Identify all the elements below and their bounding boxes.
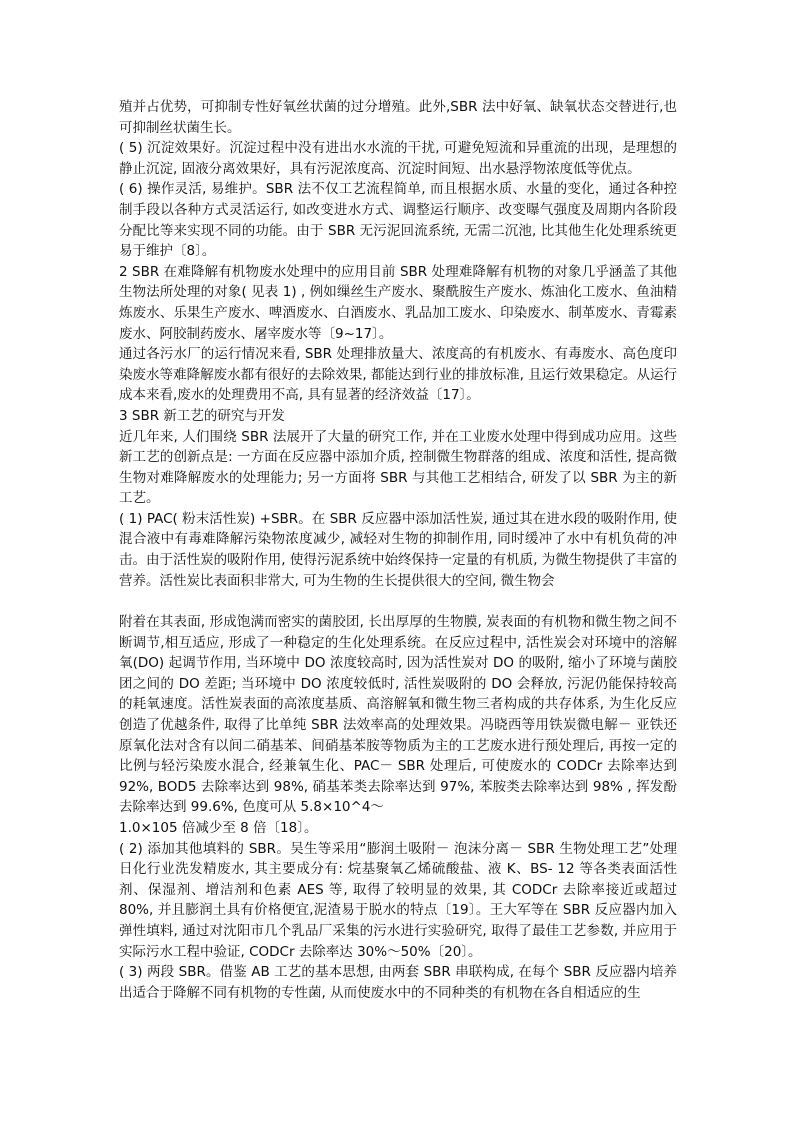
paragraph: ( 2) 添加其他填料的 SBR。吴生等采用“膨润土吸附－ 泡沫分离－ SBR 生物处理工艺”处理日化行业洗发精废水, 其主要成分有: 烷基聚氧乙烯硫酸盐、液 K、BS- 12 等各类表面活性剂、保湿剂、增洁剂和色素 AES 等, 取得了较明显的效果, 其 CODCr 去除率接近或超过 80%, 并且膨润土具有价格便宜,泥渣易于脱水的特点〔19〕。王大军等在 SBR 反应器内加入弹性填料, 通过对沈阳市几个乳品厂采集的污水进行实验研究, 取得了最佳工艺参数, 并应用于实际污水工程中验证, CODCr 去除率达 30%～50%〔20〕。 [119, 840, 677, 960]
paragraph: 1.0×105 倍减少至 8 倍〔18〕。 [119, 819, 318, 836]
paragraph: ( 5) 沉淀效果好。沉淀过程中没有进出水水流的干扰, 可避免短流和异重流的出现，是理想的静止沉淀, 固液分离效果好，具有污泥浓度高、沉淀时间短、出水悬浮物浓度低等优点。 [119, 140, 677, 177]
section-heading: 3 SBR 新工艺的研究与开发 [119, 407, 285, 424]
text-block-lower [119, 612, 677, 1003]
paragraph: 殖并占优势，可抑制专性好氧丝状菌的过分增殖。此外,SBR 法中好氧、缺氧状态交替进行,也可抑制丝状菌生长。 [119, 99, 677, 136]
paragraph: 附着在其表面, 形成饱满而密实的菌胶团, 长出厚厚的生物膜, 炭表面的有机物和微生物之间不断调节,相互适应, 形成了一种稳定的生化处理系统。在反应过程中, 活性炭会对环境中的溶解氧(DO) 起调节作用, 当环境中 DO 浓度较高时, 因为活性炭对 DO 的吸附, 缩小了环境与菌胶团之间的 DO 差距; 当环境中 DO 浓度较低时, 活性炭吸附的 DO 会释放, 污泥仍能保持较高的耗氧速度。活性炭表面的高浓度基质、高溶解氧和微生物三者构成的共存体系, 为生化反应创造了优越条件, 取得了比单纯 SBR 法效率高的处理效果。冯晓西等用铁炭微电解－ 亚铁还原氧化法对含有以间二硝基苯、间硝基苯胺等物质为主的工艺废水进行预处理后, 再按一定的比例与轻污染废水混合, 经兼氧生化、PAC－ SBR 处理后, 可使废水的 CODCr 去除率达到 92%, BOD5 去除率达到 98%, 硝基苯类去除率达到 97%, 苯胺类去除率达到 98% , 挥发酚去除率达到 99.6%, 色度可从 5.8×10^4～ [119, 614, 677, 816]
paragraph: 2 SBR 在难降解有机物废水处理中的应用目前 SBR 处理难降解有机物的对象几乎涵盖了其他生物法所处理的对象( 见表 1) , 例如缫丝生产废水、聚酰胺生产废水、炼油化工废水、鱼油精炼废水、乐果生产废水、啤酒废水、白酒废水、乳品加工废水、印染废水、制革废水、青霉素废水、阿胶制药废水、屠宰废水等〔9~17〕。 [119, 263, 677, 342]
paragraph: ( 3) 两段 SBR。借鉴 AB 工艺的基本思想, 由两套 SBR 串联构成, 在每个 SBR 反应器内培养出适合于降解不同有机物的专性菌, 从而使废水中的不同种类的有机物在各自相适应的生 [119, 964, 677, 1001]
text-block-upper [119, 97, 677, 591]
paragraph: ( 6) 操作灵活, 易维护。SBR 法不仅工艺流程简单, 而且根据水质、水量的变化，通过各种控制手段以各种方式灵活运行, 如改变进水方式、调整运行顺序、改变曝气强度及周期内各阶段分配比等来实现不同的功能。由于 SBR 无污泥回流系统, 无需二沉池, 比其他生化处理系统更易于维护〔8〕。 [119, 181, 677, 260]
paragraph: 近几年来, 人们围绕 SBR 法展开了大量的研究工作, 并在工业废水处理中得到成功应用。这些新工艺的创新点是: 一方面在反应器中添加介质, 控制微生物群落的组成、浓度和活性, 提高微生物对难降解废水的处理能力; 另一方面将 SBR 与其他工艺相结合, 研发了以 SBR 为主的新工艺。 [119, 428, 677, 507]
paragraph: ( 1) PAC( 粉末活性炭) +SBR。在 SBR 反应器中添加活性炭, 通过其在进水段的吸附作用, 使混合液中有毒难降解污染物浓度减少, 减轻对生物的抑制作用, 同时缓冲了水中有机负荷的冲击。由于活性炭的吸附作用, 使得污泥系统中始终保持一定量的有机质, 为微生物提供了丰富的营养。活性炭比表面积非常大, 可为生物的生长提供很大的空间, 微生物会 [119, 510, 677, 589]
paragraph: 通过各污水厂的运行情况来看, SBR 处理排放量大、浓度高的有机废水、有毒废水、高色度印染废水等难降解废水都有很好的去除效果, 都能达到行业的排放标准, 且运行效果稳定。从运行成本来看,废水的处理费用不高, 具有显著的经济效益〔17〕。 [119, 346, 677, 404]
